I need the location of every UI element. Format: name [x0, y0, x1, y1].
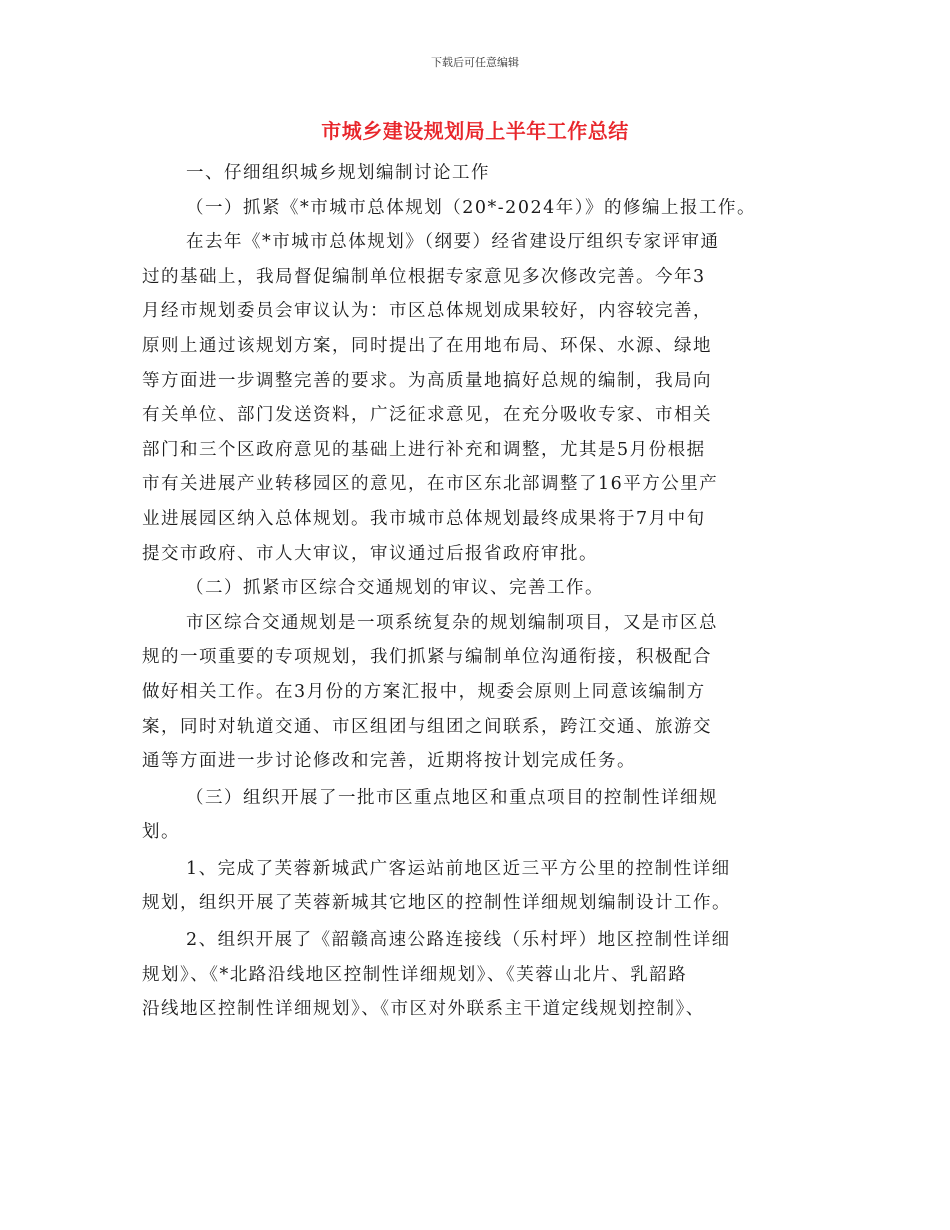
- paragraph-line: 部门和三个区政府意见的基础上进行补充和调整，尤其是5月份根据: [142, 439, 706, 460]
- paragraph-line: 提交市政府、市人大审议，审议通过后报省政府审批。: [142, 543, 598, 564]
- paragraph-line: 有关单位、部门发送资料，广泛征求意见，在充分吸收专家、市相关: [142, 405, 712, 426]
- list-item: 规划》、《*北路沿线地区控制性详细规划》、《芙蓉山北片、乳韶路: [142, 964, 688, 985]
- document-body: [142, 156, 810, 1027]
- paragraph-line: 市区综合交通规划是一项系统复杂的规划编制项目，又是市区总: [186, 612, 718, 633]
- header-note: 下载后可任意编辑: [431, 56, 519, 69]
- paragraph-line: 原则上通过该规划方案，同时提出了在用地布局、环保、水源、绿地: [142, 335, 712, 356]
- subsection-heading: 划。: [142, 822, 180, 843]
- paragraph-line: 业进展园区纳入总体规划。我市城市总体规划最终成果将于7月中旬: [142, 508, 706, 529]
- paragraph-line: 等方面进一步调整完善的要求。为高质量地搞好总规的编制，我局向: [142, 370, 712, 391]
- paragraph-line: 市有关进展产业转移园区的意见，在市区东北部调整了16平方公里产: [142, 474, 719, 495]
- paragraph-line: 在去年《*市城市总体规划》（纲要）经省建设厅组织专家评审通: [186, 232, 720, 253]
- list-item: 2、组织开展了《韶赣高速公路连接线（乐村坪）地区控制性详细: [186, 930, 731, 951]
- paragraph-line: 案，同时对轨道交通、市区组团与组团之间联系，跨江交通、旅游交: [142, 716, 712, 737]
- list-item: 沿线地区控制性详细规划》、《市区对外联系主干道定线规划控制》、: [142, 999, 705, 1020]
- list-item: 规划，组织开展了芙蓉新城其它地区的控制性详细规划编制设计工作。: [142, 893, 731, 914]
- paragraph-line: 月经市规划委员会审议认为：市区总体规划成果较好，内容较完善，: [142, 301, 712, 322]
- subsection-heading: （二）抓紧市区综合交通规划的审议、完善工作。: [186, 578, 604, 599]
- section-heading: 一、仔细组织城乡规划编制讨论工作: [186, 163, 490, 183]
- paragraph-line: 做好相关工作。在3月份的方案汇报中，规委会原则上同意该编制方: [142, 681, 706, 702]
- paragraph-line: 过的基础上，我局督促编制单位根据专家意见多次修改完善。今年3: [142, 266, 706, 287]
- subsection-heading: （三）组织开展了一批市区重点地区和重点项目的控制性详细规: [186, 787, 718, 808]
- paragraph-line: 通等方面进一步讨论修改和完善，近期将按计划完成任务。: [142, 751, 636, 772]
- document-title: 市城乡建设规划局上半年工作总结: [321, 119, 629, 143]
- subsection-heading: （一）抓紧《*市城市总体规划（20*-2024年）》的修编上报工作。: [186, 197, 756, 218]
- list-item: 1、完成了芙蓉新城武广客运站前地区近三平方公里的控制性详细: [186, 858, 731, 879]
- paragraph-line: 规的一项重要的专项规划，我们抓紧与编制单位沟通衔接，积极配合: [142, 647, 712, 668]
